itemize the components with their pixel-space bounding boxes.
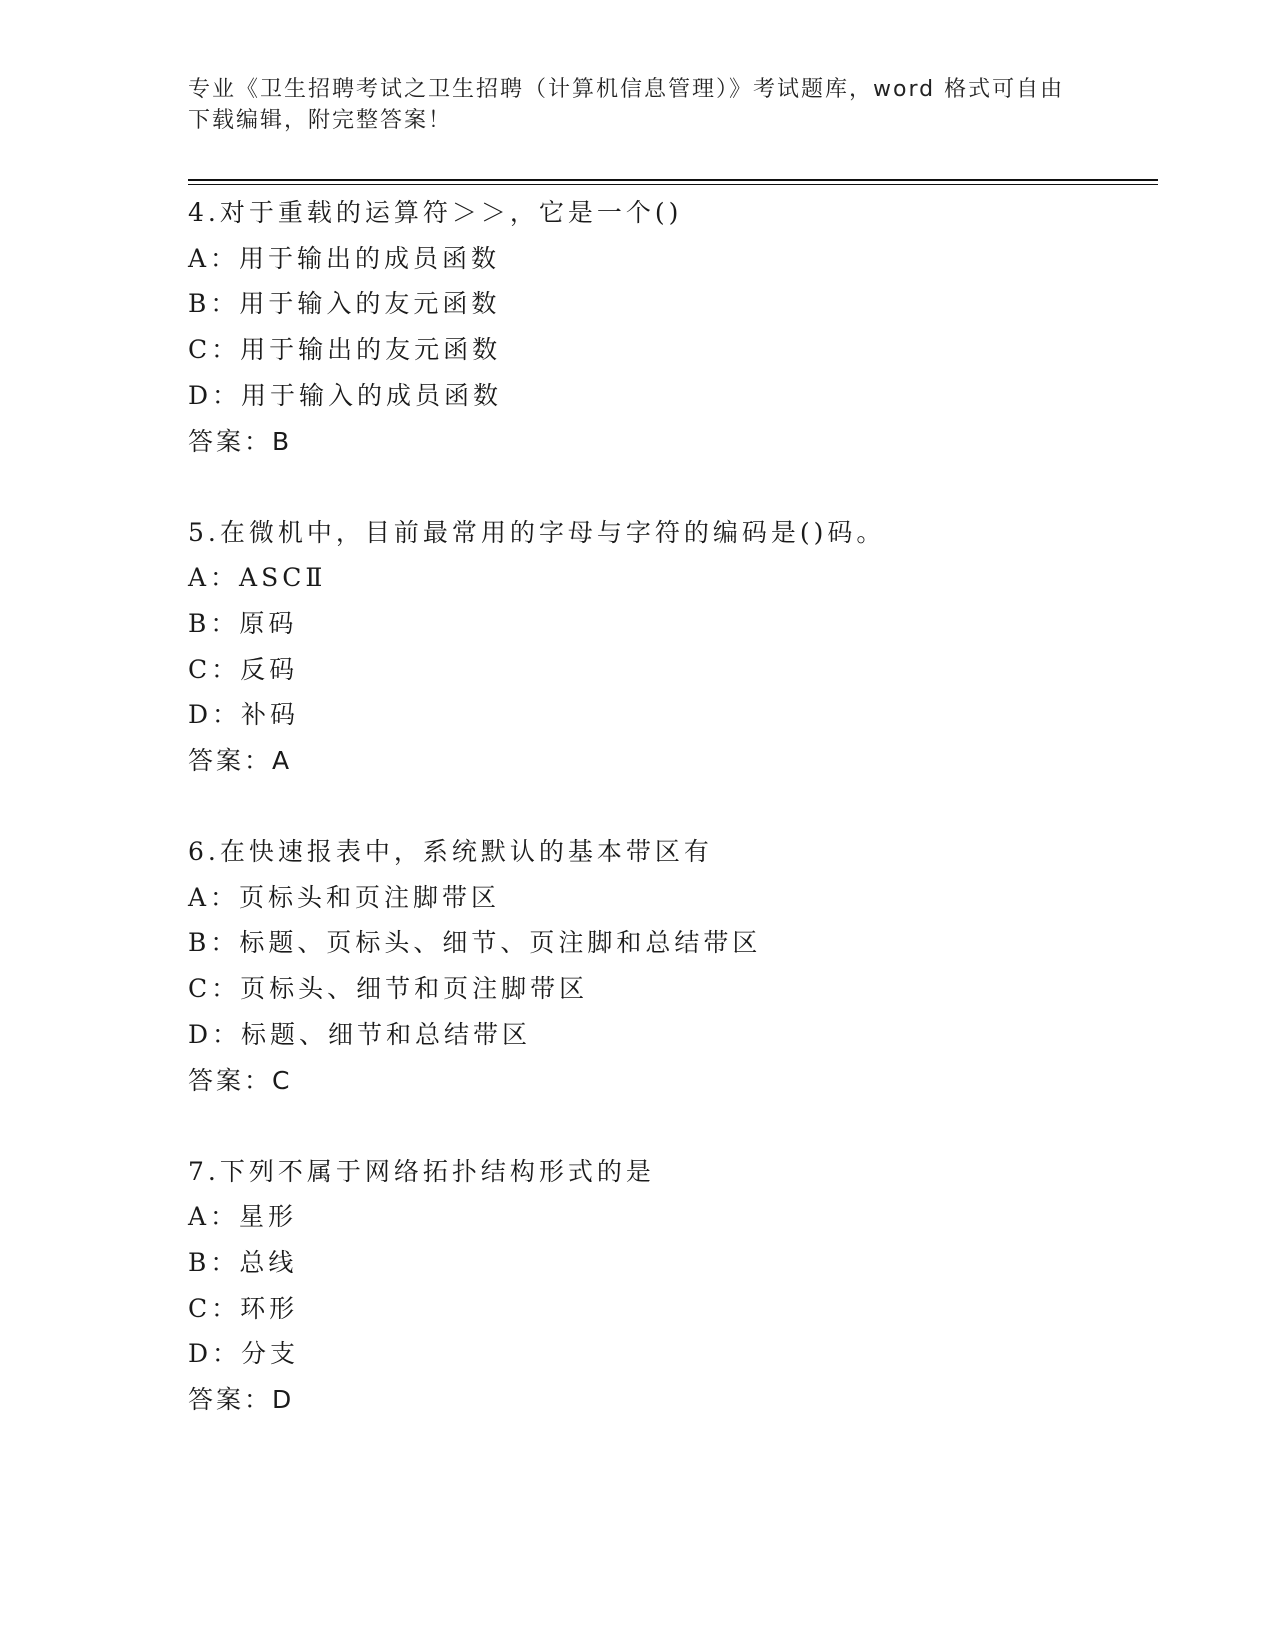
option-c: C：页标头、细节和页注脚带区 — [188, 974, 589, 1004]
question-stem: 5.在微机中，目前最常用的字母与字符的编码是()码。 — [188, 517, 886, 547]
answer: 答案：C — [188, 1065, 293, 1095]
option-d: D：分支 — [188, 1339, 300, 1369]
option-a: A：页标头和页注脚带区 — [188, 882, 501, 912]
question-stem: 7.下列不属于网络拓扑结构形式的是 — [188, 1156, 655, 1186]
option-a: A：ASCⅡ — [188, 563, 327, 593]
option-d: D：标题、细节和总结带区 — [188, 1019, 532, 1049]
option-b: B：标题、页标头、细节、页注脚和总结带区 — [188, 928, 762, 958]
answer: 答案：D — [188, 1385, 295, 1415]
question-5 — [188, 510, 1188, 785]
option-d: D：用于输入的成员函数 — [188, 380, 503, 410]
option-b: B：原码 — [188, 608, 298, 638]
option-c: C：反码 — [188, 654, 299, 684]
option-b: B：用于输入的友元函数 — [188, 289, 501, 319]
answer: 答案：A — [188, 746, 293, 776]
question-4 — [188, 190, 1188, 465]
header-rule-thin — [188, 184, 1158, 185]
question-stem: 6.在快速报表中，系统默认的基本带区有 — [188, 837, 713, 867]
option-a: A：星形 — [188, 1202, 298, 1232]
question-list — [188, 190, 1188, 1468]
document-header: 专业《卫生招聘考试之卫生招聘（计算机信息管理）》考试题库，word 格式可自由下载编辑，附完整答案！ — [188, 77, 1065, 133]
option-d: D：补码 — [188, 700, 300, 730]
question-6 — [188, 829, 1188, 1104]
answer: 答案：B — [188, 426, 293, 456]
question-stem: 4.对于重载的运算符＞＞，它是一个() — [188, 198, 683, 227]
option-b: B：总线 — [188, 1247, 298, 1277]
question-7 — [188, 1149, 1188, 1424]
option-a: A：用于输出的成员函数 — [188, 243, 501, 273]
option-c: C：用于输出的友元函数 — [188, 335, 502, 365]
header-rule-thick — [188, 179, 1158, 181]
option-c: C：环形 — [188, 1293, 299, 1323]
